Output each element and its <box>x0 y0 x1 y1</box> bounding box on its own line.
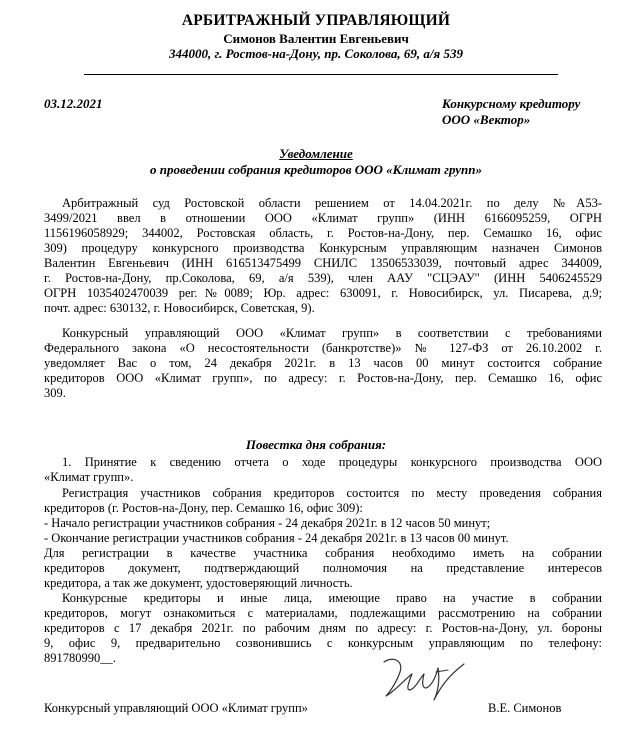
text-line: Федерального закона «О несостоятельности (банкротстве)» № 127-ФЗ от 26.10.2002 г. <box>44 341 602 355</box>
text-line: уведомляет Вас о том, 24 декабря 2021г. в 13 часов 00 минут состоится собрание <box>44 356 602 370</box>
paragraph-documents <box>44 546 602 591</box>
notice-title: Уведомление <box>279 146 353 161</box>
recipient-line-2: ООО «Вектор» <box>442 112 531 127</box>
paragraph-materials <box>44 591 602 666</box>
text-line: кредиторов документ, подтверждающий полномочия на представление интересов <box>44 561 602 575</box>
header-address: 344000, г. Ростов-на-Дону, пр. Соколова, 69, а/я 539 <box>169 46 463 61</box>
text-line: «Климат групп». <box>44 470 134 484</box>
text-line: кредиторов (г. Ростов-на-Дону, пер. Семашко 16, офис 309): <box>44 501 363 515</box>
text-line: ОГРН 1035402470039 рег.№0089; Юр. адрес: 630091, г. Новосибирск, ул. Писарева, д.9; <box>44 286 602 300</box>
text-line: почт. адрес: 630132, г. Новосибирск, Советская, 9). <box>44 301 315 315</box>
signatory-name: В.Е. Симонов <box>488 701 562 715</box>
recipient-block <box>442 96 580 128</box>
text-line: кредитора, а так же документ, удостоверяющий личность. <box>44 576 353 590</box>
text-line: 309. <box>44 386 66 400</box>
paragraph-meeting-notice <box>44 326 602 401</box>
header-title: АРБИТРАЖНЫЙ УПРАВЛЯЮЩИЙ <box>181 12 451 29</box>
text-line: Конкурсные кредиторы и иные лица, имеющие право на участие в собрании <box>62 591 602 605</box>
header-name: Симонов Валентин Евгеньевич <box>223 31 409 46</box>
signatory-position: Конкурсный управляющий ООО «Климат групп» <box>44 701 308 715</box>
registration-start: - Начало регистрации участников собрания - 24 декабря 2021г. в 12 часов 50 минут; <box>44 516 491 530</box>
text-line: кредиторов, могут ознакомиться с материалами, подлежащими рассмотрению на собрании <box>44 606 602 620</box>
text-line: 891780990__. <box>44 651 116 665</box>
notice-subtitle: о проведении собрания кредиторов ООО «Климат групп» <box>149 162 483 177</box>
signature-mark <box>378 652 468 704</box>
recipient-line-1: Конкурсному кредитору <box>442 96 581 111</box>
document-date: 03.12.2021 <box>44 96 103 111</box>
agenda-item <box>44 455 602 485</box>
text-line: Конкурсный управляющий ООО «Климат групп» в соответствии с требованиями <box>62 326 602 340</box>
paragraph-court-decision <box>44 196 602 316</box>
text-line: г. Ростов-на-Дону, пр.Соколова, 69, а/я 539), член ААУ "СЦЭАУ" (ИНН 5406245529 <box>44 271 602 285</box>
paragraph-registration <box>44 486 602 546</box>
text-line: кредиторов ООО «Климат групп», по адресу: г. Ростов-на-Дону, пер. Семашко 16, офис <box>44 371 602 385</box>
text-line: Регистрация участников собрания кредиторов состоится по месту проведения собрания <box>62 486 602 500</box>
text-line: кредиторов с 17 декабря 2021г. по рабочим дням по адресу: г. Ростов-на-Дону, ул. бороны <box>44 621 602 635</box>
agenda-title: Повестка дня собрания: <box>245 437 387 452</box>
text-line: 1156196058929; 344002, Ростовская область, г. Ростов-на-Дону, пер. Семашко 16, офис <box>44 226 602 240</box>
text-line: 1. Принятие к сведению отчета о ходе процедуры конкурсного производства ООО <box>62 455 602 469</box>
text-line: 3499/2021 ввел в отношении ООО «Климат групп» (ИНН 6166095259, ОГРН <box>44 211 602 225</box>
text-line: 9, офис 9, предварительно созвонившись с конкурсным управляющим по телефону: <box>44 636 602 650</box>
text-line: Арбитражный суд Ростовской области решением от 14.04.2021г. по делу №А53- <box>62 196 602 210</box>
registration-end: - Окончание регистрации участников собрания - 24 декабря 2021г. в 13 часов 00 минут. <box>44 531 509 545</box>
text-line: 309) процедуру конкурсного производства Конкурсным управляющим назначен Симонов <box>44 241 602 255</box>
header-divider <box>84 74 558 75</box>
text-line: Для регистрации в качестве участника собрания необходимо иметь на собрании <box>44 546 602 560</box>
text-line: Валентин Евгеньевич (ИНН 616513475499 СНИЛС 13506533039, почтовый адрес 344009, <box>44 256 602 270</box>
